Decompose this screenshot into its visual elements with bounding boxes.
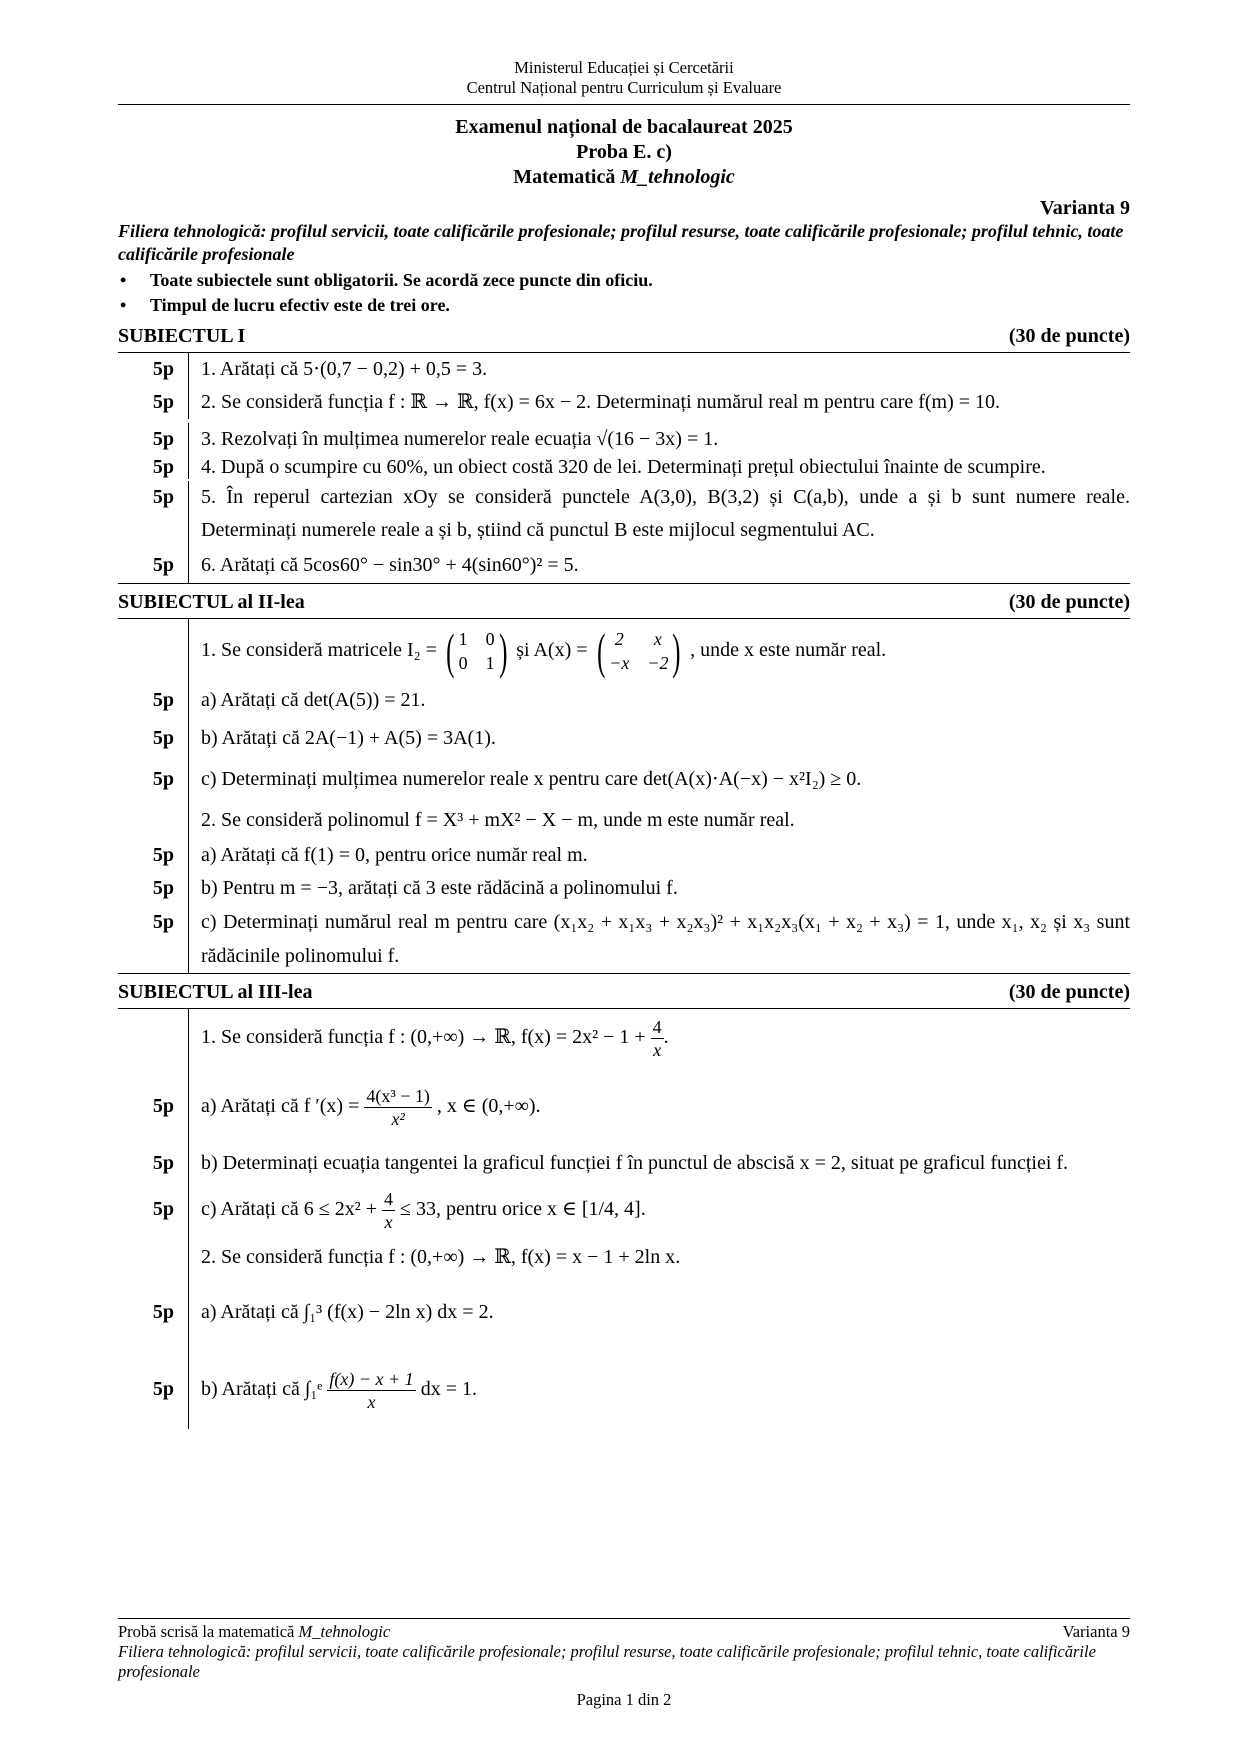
problem-1-intro: 1. Se consideră funcția f : (0,+∞) → ℝ, f(x) = 2x² − 1 + $\frac{4}{x}$ . (201, 1016, 669, 1060)
subject-title: Matematică M_tehnologic (513, 166, 735, 188)
question-text: a) Arătați că f ′(x) = $\frac{\text{4(x³ − 1)}}{\text{x²}}$ , x ∈ (0,+∞). (201, 1085, 541, 1129)
points-cell: 5p (118, 1179, 189, 1239)
problem-2-intro: 2. Se consideră polinomul f = X³ + mX² − X − m, unde m este număr real. (201, 809, 795, 831)
points-cell: 5p (118, 1147, 189, 1179)
points-cell: 5p (118, 719, 189, 757)
points-cell: 5p (118, 1349, 189, 1429)
question-text: b) Determinați ecuația tangentei la graficul funcției f în punctul de abscisă x = 2, situat pe graficul funcției f. (201, 1152, 1069, 1174)
matrix-i2: ( 1 0 0 1 ) (446, 623, 508, 680)
bullet-icon: • (120, 270, 127, 290)
points-cell-empty (118, 1239, 189, 1275)
points-cell: 5p (118, 385, 189, 419)
footer-left: Probă scrisă la matematică M_tehnologic (118, 1622, 391, 1641)
question-row (118, 1349, 1130, 1429)
footer-top (118, 1622, 1130, 1642)
subject-2-header (118, 590, 1130, 614)
center-name: Centrul Național pentru Curriculum și Evaluare (466, 78, 782, 97)
problem-intro-row (118, 619, 1130, 681)
instructions (118, 268, 1130, 318)
question-row (118, 1065, 1130, 1147)
question-row (118, 481, 1130, 547)
points-cell: 5p (118, 353, 189, 385)
question-row (118, 1275, 1130, 1349)
question-row (118, 905, 1130, 973)
page-footer (118, 1618, 1130, 1710)
question-text: c) Determinați numărul real m pentru care (x₁x₂ + x₁x₃ + x₂x₃)² + x₁x₂x₃(x₁ + x₂ + x₃) = 1, unde x₁, x₂ și x₃ sunt rădăcinile polinomului f. (201, 911, 1130, 967)
problem-intro-row (118, 1009, 1130, 1065)
subject-3-title: SUBIECTUL al III-lea (118, 981, 313, 1003)
question-text: 1. Arătați că 5⋅(0,7 − 0,2) + 0,5 = 3. (201, 358, 488, 380)
points-cell: 5p (118, 1065, 189, 1147)
variant-label: Varianta 9 (1040, 197, 1130, 219)
points-cell-empty (118, 1009, 189, 1065)
question-text: a) Arătați că f(1) = 0, pentru orice număr real m. (201, 844, 588, 866)
subject-2-title: SUBIECTUL al II-lea (118, 591, 305, 613)
question-text: 3. Rezolvați în mulțimea numerelor reale ecuația √(16 − 3x) = 1. (201, 428, 719, 450)
footer-filiera: Filiera tehnologică: profilul servicii, toate calificările profesionale; profilul resurse, toate calificările profesionale; profilul tehnic, toate calificările profesionale (118, 1642, 1096, 1681)
question-row (118, 719, 1130, 757)
footer-variant: Varianta 9 (1062, 1622, 1130, 1641)
question-text: a) Arătați că det(A(5)) = 21. (201, 689, 426, 711)
ministry-name: Ministerul Educației și Cercetării (514, 58, 734, 77)
question-row (118, 547, 1130, 583)
instruction-item: • Timpul de lucru efectiv este de trei ore. (118, 293, 1130, 318)
proba-title: Proba E. c) (576, 141, 672, 163)
question-row (118, 385, 1130, 419)
subject-3-table (118, 1008, 1130, 1429)
points-cell-empty (118, 619, 189, 681)
points-cell: 5p (118, 481, 189, 547)
instruction-item: • Toate subiectele sunt obligatorii. Se acordă zece puncte din oficiu. (118, 268, 1130, 293)
subject-3-header (118, 980, 1130, 1004)
subject-2-table (118, 618, 1130, 974)
question-text: 5. În reperul cartezian xOy se consideră punctele A(3,0), B(3,2) și C(a,b), unde a și b sunt numere reale. Determinați numerele reale a și b, știind că punctul B este mijlocul segmentului AC. (201, 486, 1130, 541)
problem-intro-row (118, 801, 1130, 839)
question-row (118, 353, 1130, 385)
points-cell: 5p (118, 757, 189, 801)
problem-2-intro: 2. Se consideră funcția f : (0,+∞) → ℝ, f(x) = x − 1 + 2ln x. (201, 1246, 681, 1268)
matrix-a: ( 2 x −x −2 ) (596, 623, 681, 680)
points-cell: 5p (118, 905, 189, 973)
exam-title: Examenul național de bacalaureat 2025 (455, 116, 793, 138)
bullet-icon: • (120, 295, 127, 315)
question-text: c) Determinați mulțimea numerelor reale x pentru care det(A(x)⋅A(−x) − x²I₂) ≥ 0. (201, 768, 862, 790)
question-text: b) Arătați că ∫₁ᵉ $\frac{f(x) - x + 1}{x}$ dx = 1. (201, 1368, 477, 1412)
points-cell-empty (118, 801, 189, 839)
subject-3-points: (30 de puncte) (1008, 981, 1130, 1003)
page-number: Pagina 1 din 2 (576, 1690, 672, 1709)
subject-1-points: (30 de puncte) (1008, 325, 1130, 347)
points-cell: 5p (118, 547, 189, 583)
exam-page (118, 58, 1130, 1429)
header (118, 58, 1130, 98)
question-row (118, 839, 1130, 871)
question-row (118, 455, 1130, 479)
problem-1-intro: 1. Se consideră matricele I₂ = ( 1 0 0 1 ) și A(x) = ( 2 x −x −2 ) , unde x este număr real. (201, 623, 887, 680)
question-text: c) Arătați că 6 ≤ 2x² + $\frac{4}{x}$ ≤ 33, pentru orice x ∈ [1/4, 4]. (201, 1188, 646, 1232)
question-row (118, 1147, 1130, 1179)
subject-1-header (118, 324, 1130, 348)
points-cell: 5p (118, 681, 189, 719)
subject-1-title: SUBIECTUL I (118, 325, 246, 347)
question-text: 2. Se consideră funcția f : ℝ → ℝ, f(x) = 6x − 2. Determinați numărul real m pentru care f(m) = 10. (201, 391, 1001, 413)
question-row (118, 1179, 1130, 1239)
points-cell: 5p (118, 455, 189, 479)
fraction: $\frac{4}{x}$ (652, 1016, 662, 1060)
fraction: $\frac{4}{x}$ (383, 1188, 393, 1232)
filiera-text: Filiera tehnologică: profilul servicii, toate calificările profesionale; profilul resurse, toate calificările profesionale; profilul tehnic, toate calificările profesionale (118, 221, 1124, 264)
question-row (118, 423, 1130, 455)
question-text: 4. După o scumpire cu 60%, un obiect costă 320 de lei. Determinați prețul obiectului înainte de scumpire. (201, 456, 1046, 478)
question-text: b) Arătați că 2A(−1) + A(5) = 3A(1). (201, 727, 496, 749)
exam-titles (118, 115, 1130, 190)
points-cell: 5p (118, 871, 189, 905)
fraction: $\frac{f(x) - x + 1}{x}$ (329, 1368, 414, 1412)
fraction: $\frac{\text{4(x³ − 1)}}{\text{x²}}$ (366, 1085, 430, 1129)
points-cell: 5p (118, 839, 189, 871)
question-row (118, 757, 1130, 801)
subject-1-table (118, 352, 1130, 584)
subject-2-points: (30 de puncte) (1008, 591, 1130, 613)
header-divider (118, 104, 1130, 105)
question-text: a) Arătați că ∫₁³ (f(x) − 2ln x) dx = 2. (201, 1301, 494, 1323)
question-text: 6. Arătați că 5cos60° − sin30° + 4(sin60°)² = 5. (201, 554, 579, 576)
question-row (118, 681, 1130, 719)
question-text: b) Pentru m = −3, arătați că 3 este rădăcină a polinomului f. (201, 877, 678, 899)
points-cell: 5p (118, 423, 189, 455)
problem-intro-row (118, 1239, 1130, 1275)
question-row (118, 871, 1130, 905)
points-cell: 5p (118, 1275, 189, 1349)
